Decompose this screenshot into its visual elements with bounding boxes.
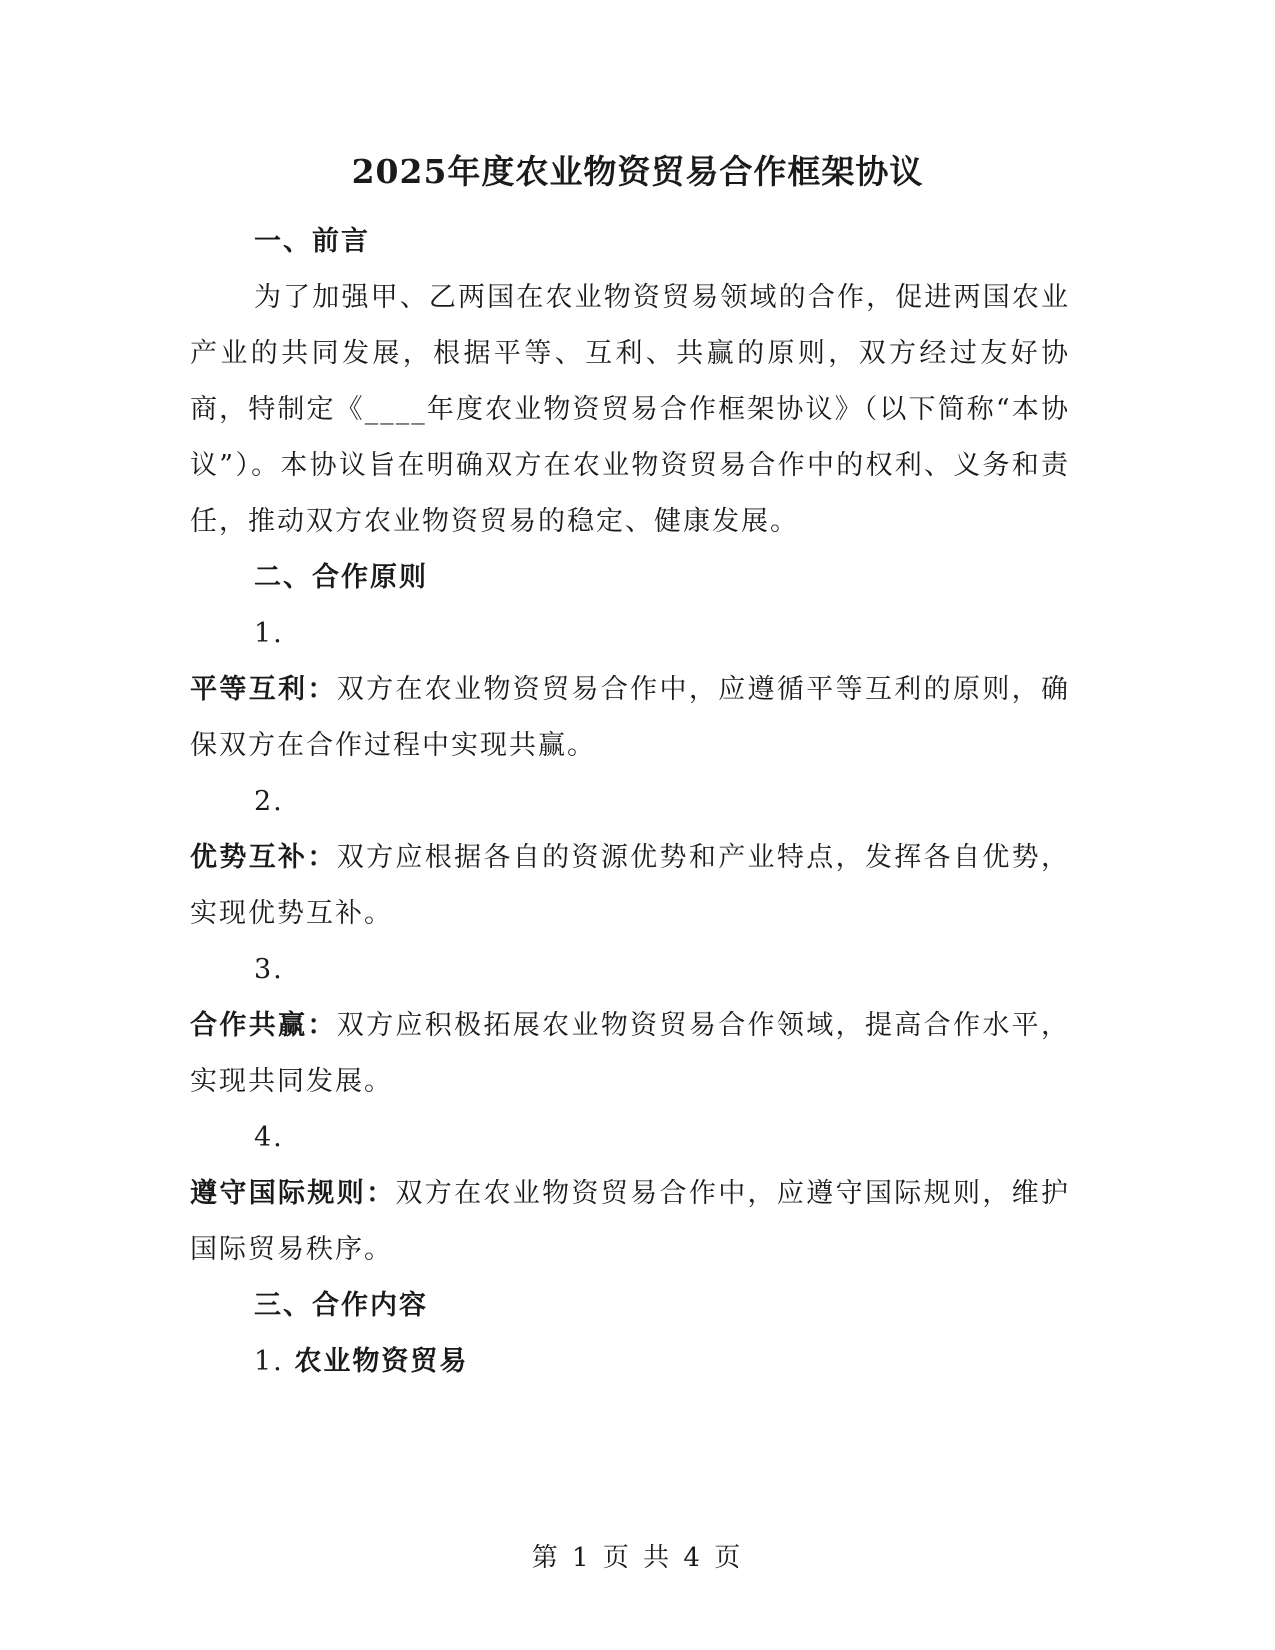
- principle-number: 4.: [254, 1122, 284, 1153]
- principle-number: 2.: [254, 786, 284, 817]
- section-heading-content: 三、合作内容: [254, 1290, 428, 1321]
- principle-lead: 平等互利：: [190, 674, 337, 705]
- document-body: [190, 214, 1070, 1390]
- content-subheading: [190, 1334, 1070, 1390]
- principle-lead: 优势互补：: [190, 842, 337, 873]
- document-title: 2025年度农业物资贸易合作框架协议: [351, 152, 924, 191]
- page-footer: 第 1 页 共 4 页: [531, 1543, 744, 1573]
- preface-paragraph: 为了加强甲、乙两国在农业物资贸易领域的合作，促进两国农业产业的共同发展，根据平等、互利、共赢的原则，双方经过友好协商，特制定《____年度农业物资贸易合作框架协议》（以下简称“本协议”）。本协议旨在明确双方在农业物资贸易合作中的权利、义务和责任，推动双方农业物资贸易的稳定、健康发展。: [190, 282, 1070, 537]
- section-heading-principles: 二、合作原则: [254, 562, 428, 593]
- principle-lead: 遵守国际规则：: [190, 1178, 396, 1209]
- principle-item: [190, 998, 1070, 1110]
- section-heading-preface: 一、前言: [254, 226, 370, 257]
- subheading-number: 1.: [254, 1346, 284, 1377]
- principle-lead: 合作共赢：: [190, 1010, 337, 1041]
- principle-number: 1.: [254, 618, 284, 649]
- principle-text: 双方在农业物资贸易合作中，应遵循平等互利的原则，确保双方在合作过程中实现共赢。: [190, 674, 1071, 761]
- principle-number: 3.: [254, 954, 284, 985]
- principle-item: [190, 1166, 1070, 1278]
- principle-text: 双方在农业物资贸易合作中，应遵守国际规则，维护国际贸易秩序。: [190, 1178, 1071, 1265]
- principle-item: [190, 662, 1070, 774]
- principle-item: [190, 830, 1070, 942]
- subheading-title: 农业物资贸易: [294, 1346, 469, 1377]
- principle-text: 双方应根据各自的资源优势和产业特点，发挥各自优势，实现优势互补。: [190, 842, 1071, 929]
- principle-text: 双方应积极拓展农业物资贸易合作领域，提高合作水平，实现共同发展。: [190, 1010, 1071, 1097]
